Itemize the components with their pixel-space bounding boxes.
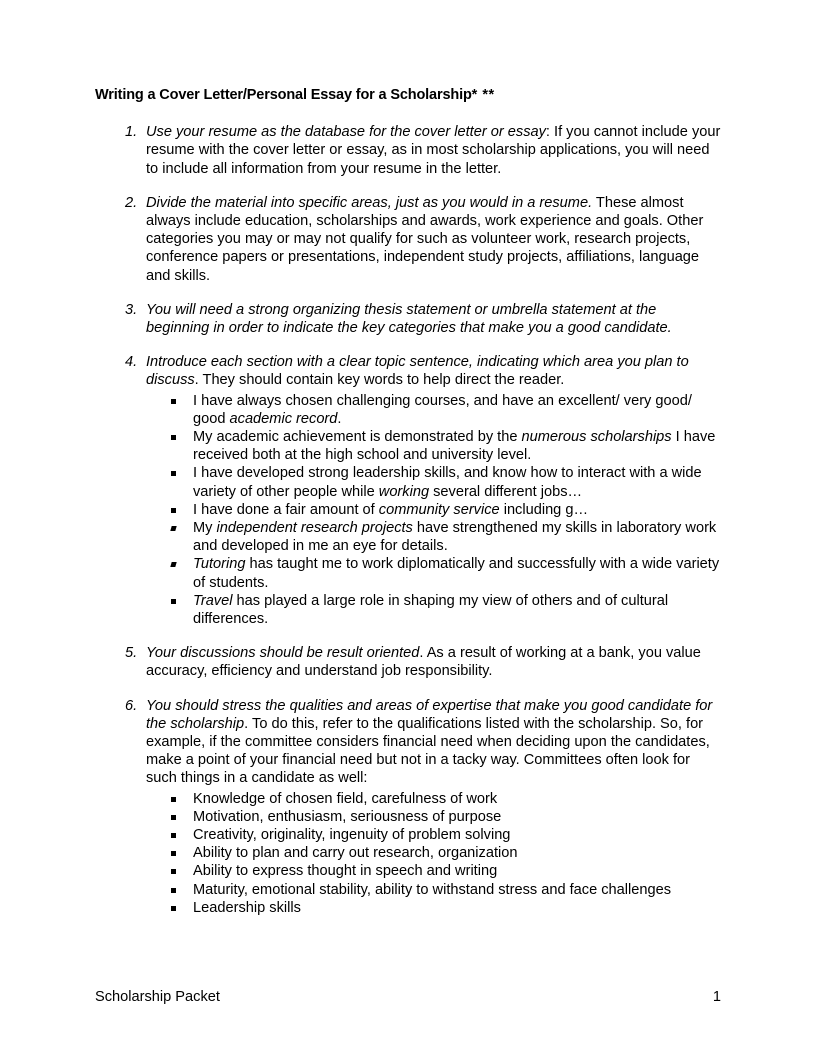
list-item bbox=[146, 464, 721, 500]
list-item-number: 3. bbox=[125, 301, 138, 318]
emphasis-text: community service bbox=[378, 501, 500, 518]
lead-tail: . bbox=[419, 645, 424, 662]
emphasis-text: Tutoring bbox=[193, 556, 246, 573]
list-item-text bbox=[146, 697, 721, 788]
list-item bbox=[146, 844, 721, 862]
list-item-label: I have developed strong leadership skills, and know how to interact with a wide variety of other people while bbox=[193, 465, 702, 500]
lead-italic: Your discussions should be result oriented bbox=[146, 645, 420, 662]
list-item bbox=[146, 392, 721, 428]
lead-italic: Use your resume as the database for the cover letter or essay bbox=[146, 124, 546, 141]
list-item-number: 6. bbox=[125, 697, 138, 714]
lead-italic: You will need a strong organizing thesis statement or umbrella statement at the beginning in order to indicate the key categories that make you a good candidate. bbox=[146, 301, 672, 336]
emphasis-text: working bbox=[378, 483, 430, 500]
list-item bbox=[146, 862, 721, 880]
square-bullet-icon bbox=[171, 435, 176, 440]
list-item bbox=[146, 592, 721, 628]
list-item-label: Creativity, originality, ingenuity of problem solving bbox=[193, 827, 511, 844]
list-item-label: including g… bbox=[499, 501, 589, 518]
list-item bbox=[146, 790, 721, 808]
list-item-label: have strengthened my skills in laboratory work and developed in me an eye for details. bbox=[193, 519, 717, 555]
square-bullet-icon bbox=[171, 471, 176, 476]
list-item-number: 1. bbox=[125, 124, 138, 141]
square-bullet-icon bbox=[171, 815, 176, 820]
list-item bbox=[146, 501, 721, 519]
square-bullet-icon bbox=[170, 562, 176, 567]
list-item-label: Leadership skills bbox=[193, 899, 301, 916]
list-item-text bbox=[146, 301, 721, 337]
list-item-label: I have always chosen challenging courses, and have an excellent/ very good/ good bbox=[193, 392, 692, 427]
lead-italic: Introduce each section with a clear topic sentence, indicating which area you plan to discuss bbox=[146, 354, 689, 389]
list-item-label: Maturity, emotional stability, ability to withstand stress and face challenges bbox=[193, 881, 672, 898]
list-item bbox=[146, 519, 721, 555]
list-item-label: I have received both at the high school and university level. bbox=[193, 428, 716, 464]
square-bullet-icon bbox=[171, 851, 176, 856]
list-item-6 bbox=[95, 697, 721, 917]
list-item-label: My bbox=[193, 519, 217, 536]
list-item-label: Ability to plan and carry out research, organization bbox=[193, 845, 518, 862]
list-item bbox=[146, 808, 721, 826]
lead-tail: : bbox=[545, 124, 550, 141]
list-item-label: Knowledge of chosen field, carefulness of work bbox=[193, 790, 498, 807]
list-item-number: 4. bbox=[125, 354, 138, 371]
square-bullet-icon bbox=[171, 833, 176, 838]
list-item-label: Motivation, enthusiasm, seriousness of purpose bbox=[193, 808, 502, 825]
lead-tail: . bbox=[194, 372, 199, 389]
list-item bbox=[146, 555, 721, 591]
lead-italic: You should stress the qualities and areas of expertise that make you good candidate for the scholarship bbox=[146, 697, 713, 732]
list-item-label: has taught me to work diplomatically and successfully with a wide variety of students. bbox=[193, 556, 720, 591]
list-item-label: Ability to express thought in speech and writing bbox=[193, 863, 498, 880]
qualities-list bbox=[146, 790, 721, 917]
list-item-1 bbox=[95, 123, 721, 178]
lead-italic: Divide the material into specific areas, just as you would in a resume. bbox=[146, 194, 593, 211]
body-text: If you cannot include your resume with the cover letter or essay, as in most scholarship applications, you will need to include all information from your resume in the letter. bbox=[146, 124, 721, 177]
list-item-5 bbox=[95, 644, 721, 680]
list-item-text bbox=[146, 644, 721, 680]
emphasis-text: academic record bbox=[229, 410, 338, 427]
list-item-3 bbox=[95, 301, 721, 337]
list-item-text bbox=[146, 194, 721, 285]
list-item-label: has played a large role in shaping my view of others and of cultural differences. bbox=[193, 592, 669, 627]
list-item-label: . bbox=[337, 410, 342, 427]
list-item-number: 5. bbox=[125, 645, 138, 662]
example-sentences-list bbox=[146, 392, 721, 629]
square-bullet-icon bbox=[171, 508, 176, 513]
title-footnote-marks: * ** bbox=[471, 87, 495, 103]
body-text: To do this, refer to the qualifications listed with the scholarship. So, for example, if the committee considers financial need when deciding upon the candidates, make a point of your financial need but not in a tacky way. Committees often look for such things in a candidate as well: bbox=[146, 715, 710, 787]
square-bullet-icon bbox=[171, 869, 176, 874]
list-item-label: I have done a fair amount of bbox=[193, 501, 379, 518]
list-item-label: several different jobs… bbox=[429, 483, 583, 500]
list-item-number: 2. bbox=[125, 194, 138, 211]
list-item bbox=[146, 881, 721, 899]
list-item-4 bbox=[95, 353, 721, 628]
square-bullet-icon bbox=[170, 526, 176, 531]
numbered-list bbox=[95, 123, 721, 917]
emphasis-text: independent research projects bbox=[216, 519, 413, 536]
emphasis-text: numerous scholarships bbox=[521, 428, 672, 445]
page-title-text: Writing a Cover Letter/Personal Essay for a Scholarship bbox=[95, 87, 472, 103]
square-bullet-icon bbox=[171, 906, 176, 911]
list-item bbox=[146, 428, 721, 464]
page-number: 1 bbox=[712, 989, 721, 1005]
list-item-label: My academic achievement is demonstrated by the bbox=[193, 428, 522, 445]
list-item-2 bbox=[95, 194, 721, 285]
footer-left-text: Scholarship Packet bbox=[95, 989, 220, 1005]
body-text: As a result of working at a bank, you value accuracy, efficiency and understand job responsibility. bbox=[146, 645, 701, 680]
list-item-text bbox=[146, 353, 721, 389]
list-item-text bbox=[146, 123, 721, 178]
body-text: They should contain key words to help direct the reader. bbox=[198, 372, 565, 389]
lead-tail: . bbox=[244, 715, 249, 732]
list-item bbox=[146, 899, 721, 917]
list-item bbox=[146, 826, 721, 844]
square-bullet-icon bbox=[171, 797, 176, 802]
emphasis-text: Travel bbox=[193, 592, 233, 609]
square-bullet-icon bbox=[171, 399, 176, 404]
body-text: These almost always include education, scholarships and awards, work experience and goals. Other categories you may or may not qualify for such as volunteer work, research projects, conference papers or presentations, independent study projects, affiliations, language and skills. bbox=[146, 194, 704, 284]
page-footer bbox=[95, 988, 721, 1006]
square-bullet-icon bbox=[171, 599, 176, 604]
square-bullet-icon bbox=[171, 888, 176, 893]
page-title bbox=[95, 86, 721, 104]
document-body bbox=[95, 86, 721, 933]
